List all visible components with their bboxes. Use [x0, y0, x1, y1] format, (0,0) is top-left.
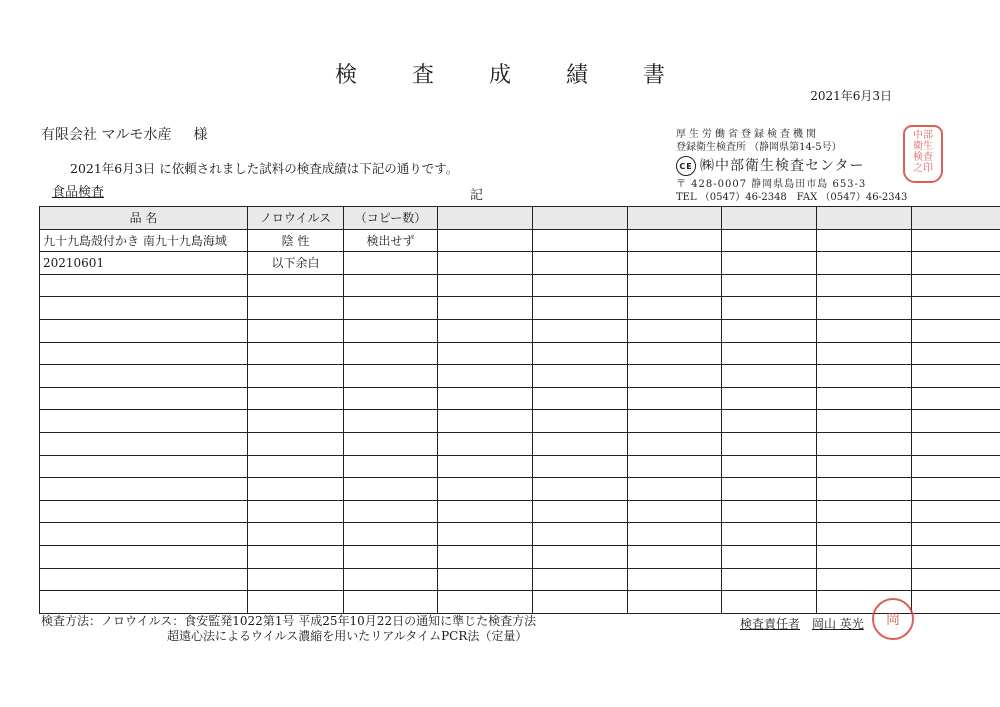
table-cell	[817, 410, 912, 433]
table-header-cell: （コピー数）	[344, 207, 438, 230]
table-cell	[40, 478, 248, 501]
table-row	[40, 591, 1000, 614]
table-cell	[912, 387, 1000, 410]
table-cell	[344, 342, 438, 365]
table-cell	[40, 432, 248, 455]
table-cell	[533, 365, 628, 388]
table-cell	[248, 342, 344, 365]
table-cell	[344, 455, 438, 478]
document-title: 検 査 成 績 書	[335, 63, 689, 88]
table-cell	[722, 432, 817, 455]
table-cell	[40, 410, 248, 433]
table-header-cell	[628, 207, 722, 230]
table-header-cell	[817, 207, 912, 230]
table-header-cell	[533, 207, 628, 230]
manager-name: 岡山 英光	[812, 617, 864, 631]
table-cell	[40, 319, 248, 342]
table-cell	[248, 545, 344, 568]
table-cell	[533, 568, 628, 591]
table-cell	[344, 500, 438, 523]
laboratory-block	[676, 128, 907, 204]
table-cell	[40, 568, 248, 591]
table-cell: 以下余白	[248, 252, 344, 275]
manager-seal-icon: 岡	[872, 598, 914, 640]
table-cell	[533, 387, 628, 410]
table-cell	[344, 274, 438, 297]
table-cell	[248, 591, 344, 614]
table-cell	[628, 387, 722, 410]
table-cell	[248, 478, 344, 501]
table-cell	[40, 387, 248, 410]
table-cell	[248, 568, 344, 591]
table-cell	[248, 523, 344, 546]
table-cell	[40, 297, 248, 320]
test-manager	[740, 615, 864, 632]
table-cell	[533, 274, 628, 297]
table-cell	[817, 319, 912, 342]
table-cell	[912, 500, 1000, 523]
table-cell	[722, 455, 817, 478]
table-cell	[722, 523, 817, 546]
table-cell	[817, 252, 912, 275]
table-cell	[533, 229, 628, 252]
table-cell	[722, 500, 817, 523]
table-cell	[912, 410, 1000, 433]
table-cell	[533, 410, 628, 433]
table-cell	[817, 365, 912, 388]
table-cell	[438, 342, 533, 365]
table-cell	[817, 297, 912, 320]
table-cell	[533, 478, 628, 501]
table-cell	[628, 274, 722, 297]
intro-text: 2021年6月3日 に依頼されました試料の検査成績は下記の通りです。	[70, 161, 459, 176]
recipient	[41, 124, 207, 144]
table-cell	[248, 410, 344, 433]
table-cell	[628, 342, 722, 365]
table-header-row	[40, 207, 1000, 230]
table-cell	[344, 387, 438, 410]
table-cell	[438, 545, 533, 568]
table-cell	[722, 342, 817, 365]
table-cell	[438, 591, 533, 614]
table-cell	[248, 319, 344, 342]
table-cell	[722, 297, 817, 320]
table-cell	[533, 319, 628, 342]
table-row	[40, 252, 1000, 275]
table-cell	[344, 523, 438, 546]
table-cell	[912, 319, 1000, 342]
table-cell	[40, 274, 248, 297]
table-cell	[533, 342, 628, 365]
table-cell	[722, 252, 817, 275]
recipient-name: 有限会社 マルモ水産	[41, 127, 172, 143]
table-cell	[628, 568, 722, 591]
table-cell	[817, 478, 912, 501]
lab-license: 登録衛生検査所 （静岡県第14-5号）	[676, 142, 842, 153]
table-row	[40, 478, 1000, 501]
manager-label: 検査責任者	[740, 617, 801, 631]
table-row	[40, 545, 1000, 568]
table-cell	[344, 365, 438, 388]
table-row	[40, 432, 1000, 455]
table-row	[40, 297, 1000, 320]
table-cell	[533, 545, 628, 568]
lab-logo-icon: CE	[676, 156, 696, 176]
table-cell	[344, 432, 438, 455]
table-cell	[248, 500, 344, 523]
table-header-cell	[438, 207, 533, 230]
table-cell	[533, 297, 628, 320]
table-cell	[438, 387, 533, 410]
table-cell	[40, 591, 248, 614]
table-row	[40, 523, 1000, 546]
table-row	[40, 274, 1000, 297]
category-label: 食品検査	[52, 185, 105, 200]
table-cell	[248, 432, 344, 455]
lab-name-row	[676, 156, 907, 176]
table-cell	[40, 500, 248, 523]
lab-registration: 厚生労働省登録検査機関	[676, 129, 819, 140]
table-cell	[722, 410, 817, 433]
table-cell	[438, 252, 533, 275]
issue-date: 2021年6月3日	[810, 89, 892, 103]
table-cell	[628, 545, 722, 568]
table-header-cell	[722, 207, 817, 230]
table-cell: 九十九島殻付かき 南九十九島海域	[40, 229, 248, 252]
table-cell	[912, 455, 1000, 478]
table-cell	[628, 523, 722, 546]
table-cell	[912, 545, 1000, 568]
table-cell	[912, 229, 1000, 252]
company-seal-icon: 中部 衛生 検査 之印	[903, 125, 943, 183]
table-row	[40, 568, 1000, 591]
table-cell	[912, 568, 1000, 591]
table-cell	[344, 545, 438, 568]
table-cell	[344, 319, 438, 342]
table-cell	[912, 591, 1000, 614]
table-row	[40, 410, 1000, 433]
table-cell	[628, 478, 722, 501]
table-cell	[438, 319, 533, 342]
table-cell	[912, 342, 1000, 365]
table-cell	[40, 365, 248, 388]
table-cell	[817, 387, 912, 410]
table-cell	[722, 274, 817, 297]
table-cell	[344, 478, 438, 501]
table-header-cell	[912, 207, 1000, 230]
table-cell	[438, 523, 533, 546]
table-cell	[344, 591, 438, 614]
table-cell	[40, 455, 248, 478]
table-cell	[438, 274, 533, 297]
test-method-line1: 検査方法：ノロウイルス：食安監発1022第1号 平成25年10月22日の通知に準じた検査方法	[41, 614, 537, 628]
table-cell	[628, 500, 722, 523]
table-cell	[344, 410, 438, 433]
table-cell	[40, 342, 248, 365]
table-cell: 陰 性	[248, 229, 344, 252]
table-cell	[817, 568, 912, 591]
table-cell	[722, 591, 817, 614]
table-cell	[40, 523, 248, 546]
table-cell	[722, 568, 817, 591]
lab-address: 〒 428-0007 静岡県島田市島 653-3	[676, 179, 867, 190]
table-cell	[817, 545, 912, 568]
table-cell	[628, 297, 722, 320]
table-cell	[817, 523, 912, 546]
table-cell	[817, 500, 912, 523]
table-cell	[628, 591, 722, 614]
table-cell	[722, 478, 817, 501]
table-row	[40, 387, 1000, 410]
table-cell	[912, 274, 1000, 297]
test-method-line2: 超遠心法によるウイルス濃縮を用いたリアルタイムPCR法（定量）	[167, 629, 528, 643]
table-cell	[248, 387, 344, 410]
table-cell	[438, 229, 533, 252]
table-cell	[628, 432, 722, 455]
table-cell	[722, 319, 817, 342]
table-cell	[438, 410, 533, 433]
table-cell	[722, 545, 817, 568]
table-cell	[248, 274, 344, 297]
table-cell	[533, 252, 628, 275]
ki-mark: 記	[470, 188, 484, 203]
table-cell	[817, 229, 912, 252]
table-cell	[722, 365, 817, 388]
table-cell	[533, 432, 628, 455]
table-cell	[438, 568, 533, 591]
table-cell	[248, 365, 344, 388]
table-cell	[438, 455, 533, 478]
table-row	[40, 365, 1000, 388]
table-cell	[628, 252, 722, 275]
table-cell	[912, 252, 1000, 275]
table-header-cell: 品 名	[40, 207, 248, 230]
table-cell	[628, 319, 722, 342]
table-cell	[438, 432, 533, 455]
table-cell	[438, 500, 533, 523]
table-cell	[628, 229, 722, 252]
table-cell	[533, 591, 628, 614]
table-row	[40, 229, 1000, 252]
table-cell	[533, 455, 628, 478]
table-cell	[912, 365, 1000, 388]
lab-phone: TEL （0547）46-2348 FAX （0547）46-2343	[676, 192, 908, 203]
table-header-cell: ノロウイルス	[248, 207, 344, 230]
table-cell	[438, 297, 533, 320]
table-cell	[912, 478, 1000, 501]
table-row	[40, 319, 1000, 342]
table-cell	[533, 500, 628, 523]
table-cell	[817, 432, 912, 455]
table-cell: 20210601	[40, 252, 248, 275]
table-cell	[817, 455, 912, 478]
table-cell	[912, 297, 1000, 320]
table-cell	[628, 410, 722, 433]
table-cell	[817, 274, 912, 297]
table-cell	[722, 387, 817, 410]
table-cell	[40, 545, 248, 568]
table-cell	[533, 523, 628, 546]
table-cell	[912, 523, 1000, 546]
table-cell	[912, 432, 1000, 455]
table-cell	[628, 365, 722, 388]
table-row	[40, 455, 1000, 478]
table-cell	[722, 229, 817, 252]
table-row	[40, 500, 1000, 523]
table-cell	[817, 342, 912, 365]
results-table	[39, 206, 1000, 614]
test-method	[41, 614, 536, 644]
table-cell	[628, 455, 722, 478]
table-cell	[344, 297, 438, 320]
table-cell	[438, 478, 533, 501]
table-cell: 検出せず	[344, 229, 438, 252]
lab-name: ㈱中部衛生検査センター	[700, 157, 865, 174]
table-row	[40, 342, 1000, 365]
recipient-honorific: 様	[193, 127, 208, 143]
table-cell	[344, 252, 438, 275]
table-cell	[248, 455, 344, 478]
table-cell	[438, 365, 533, 388]
table-cell	[344, 568, 438, 591]
table-cell	[248, 297, 344, 320]
